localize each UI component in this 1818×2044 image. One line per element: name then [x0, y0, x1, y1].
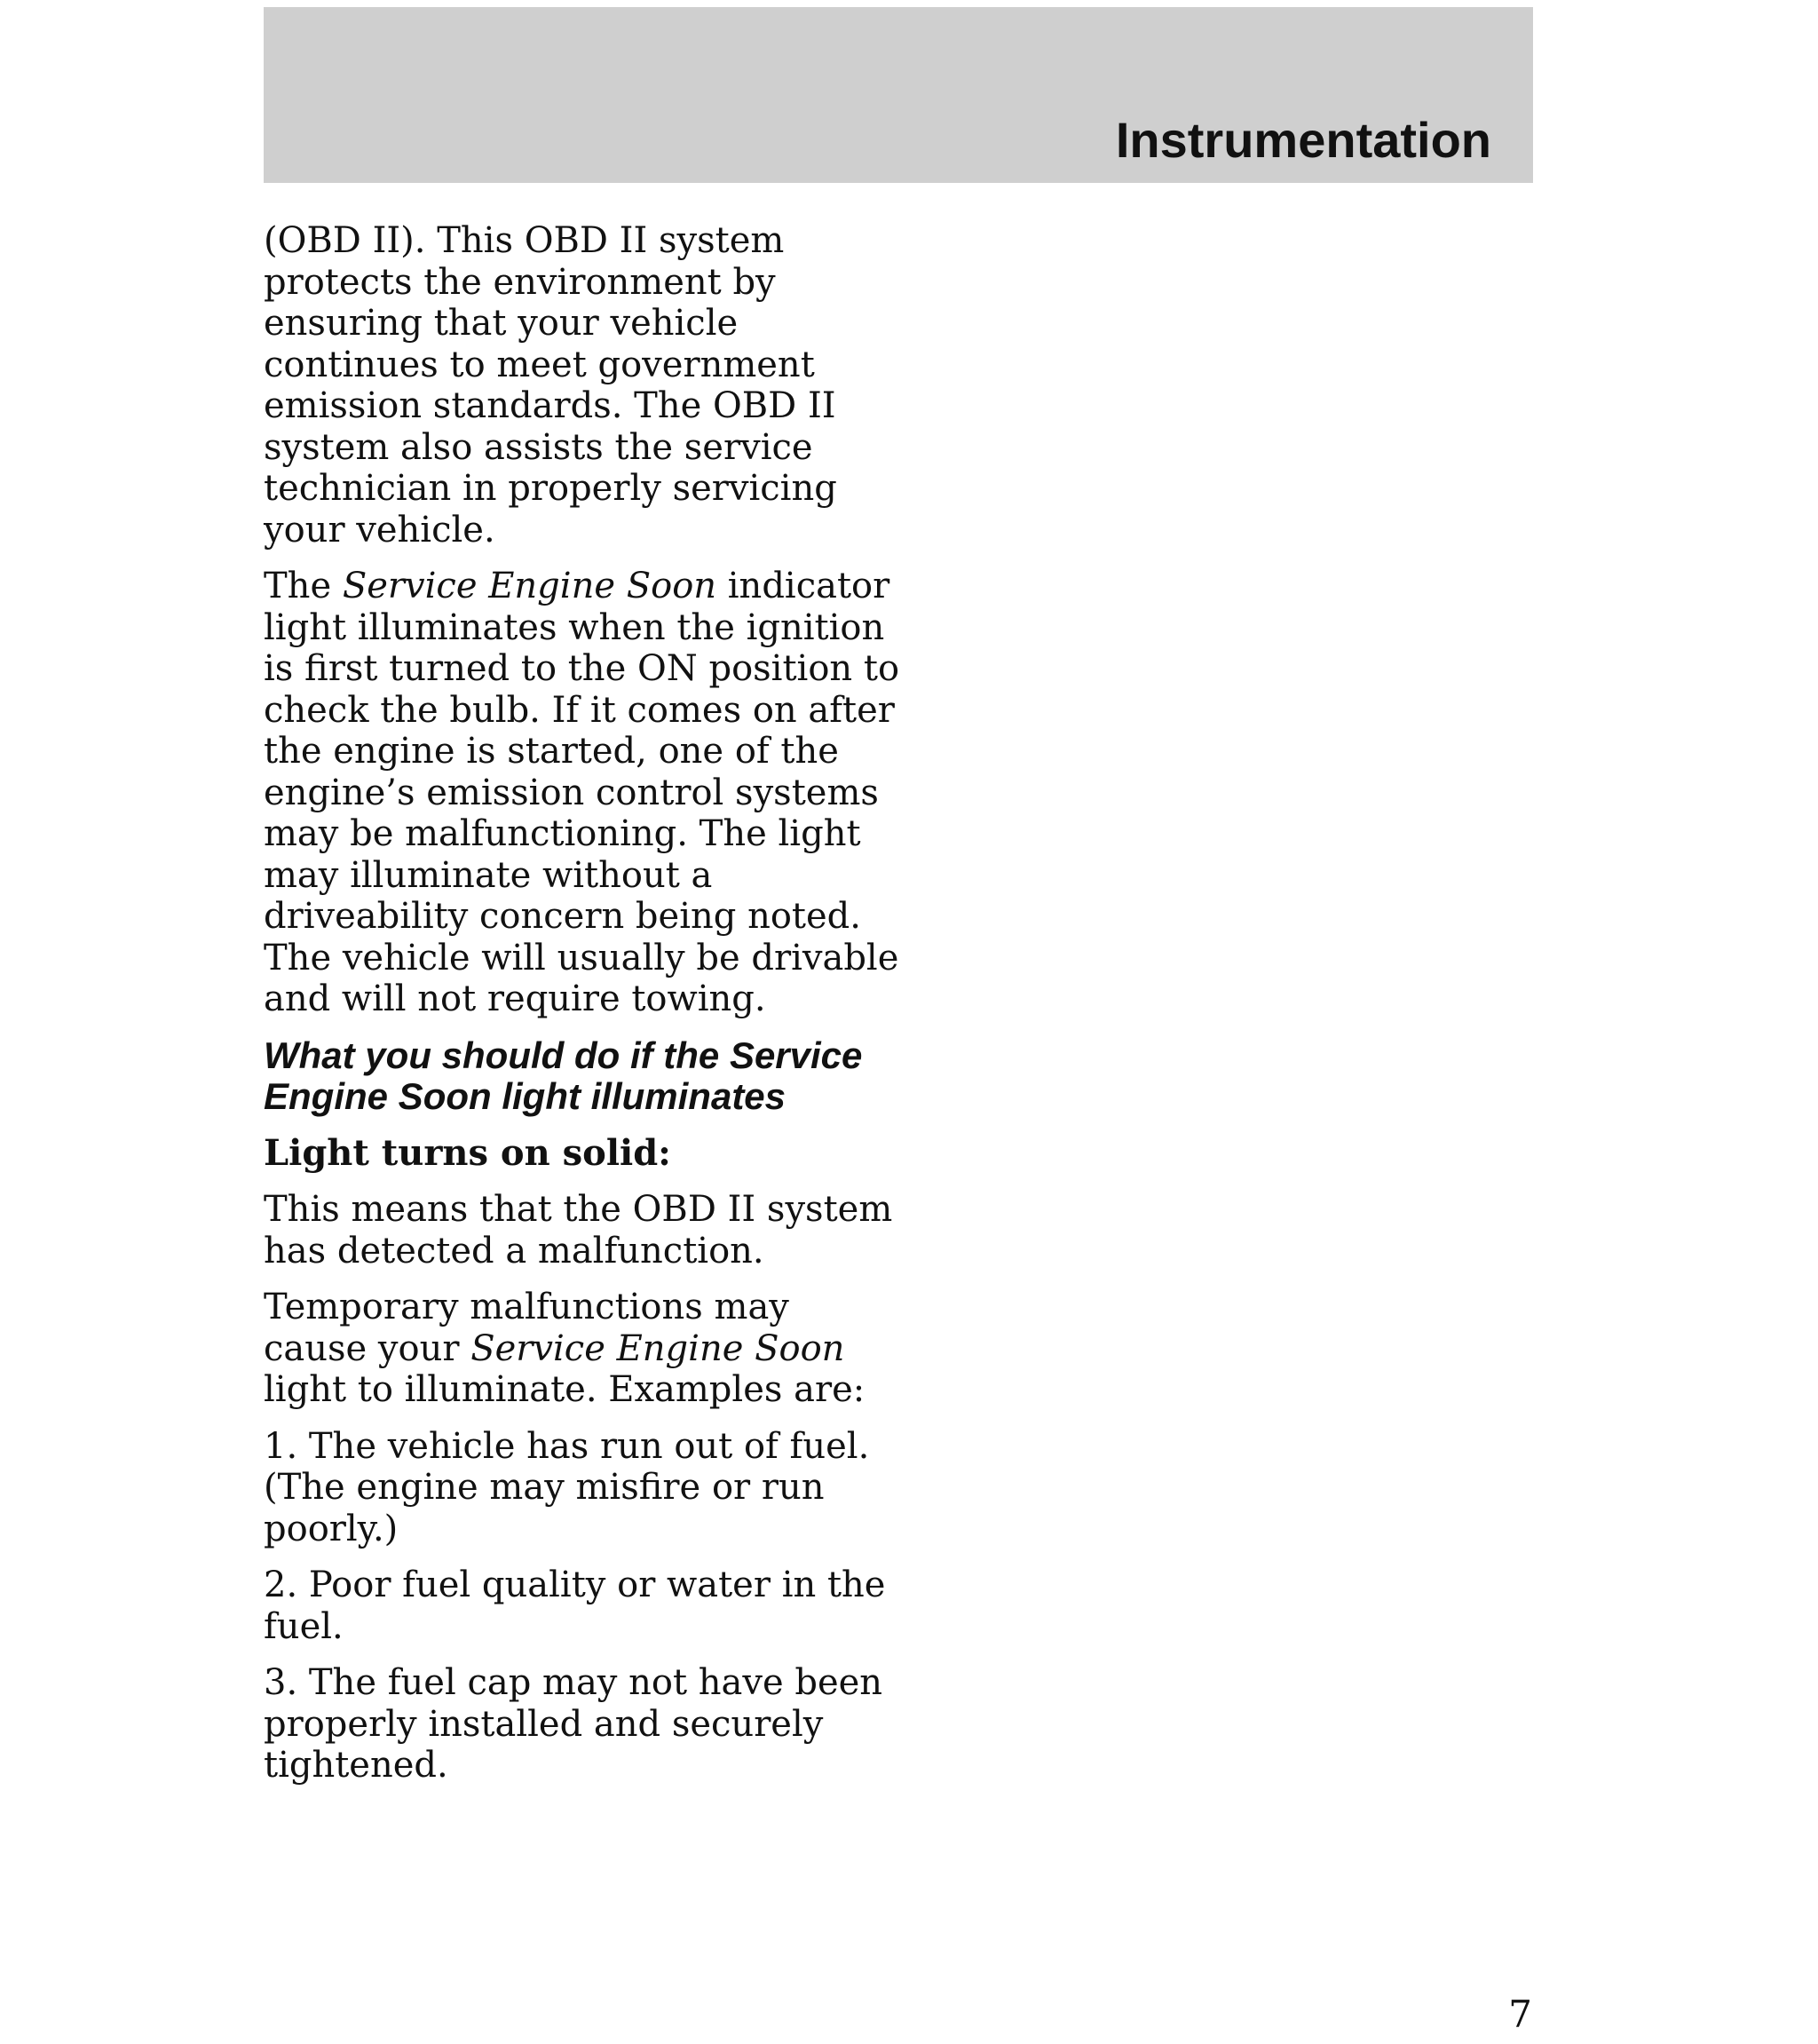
section-title: Instrumentation	[1115, 112, 1491, 168]
paragraph-indicator-prefix: The	[264, 566, 343, 606]
service-engine-soon-emphasis: Service Engine Soon	[342, 566, 717, 606]
label-light-turns-on-solid: Light turns on solid:	[264, 1131, 671, 1174]
list-item-poor-fuel-quality: 2. Poor fuel quality or water in the fuel.	[264, 1565, 886, 1647]
page-content	[264, 220, 903, 1802]
paragraph-temporary-malfunctions	[264, 1287, 903, 1411]
paragraph-indicator-light	[264, 566, 903, 1020]
service-engine-soon-emphasis: Service Engine Soon	[470, 1327, 845, 1369]
page-number: 7	[1508, 1993, 1532, 2036]
section-header-band	[264, 7, 1533, 183]
paragraph-malfunction-detected: This means that the OBD II system has detected a malfunction.	[264, 1189, 893, 1272]
paragraph-indicator-rest: indicator light illuminates when the ignition is first turned to the ON position to check the bulb. If it comes on after the engine is started, one of the engine’s emission control systems may be malfunctioning. The light may illuminate without a driveability concern being noted. The vehicle will usually be drivable and will not require towing.	[264, 566, 900, 1019]
paragraph-temporary-rest: light to illuminate. Examples are:	[264, 1369, 866, 1410]
paragraph-temporary-prefix: Temporary malfunctions may cause your	[264, 1287, 789, 1369]
paragraph-obd-intro: (OBD II). This OBD II system protects the environment by ensuring that your vehicle continues to meet government emission standards. The OBD II system also assists the service technician in properly servicing your vehicle.	[264, 220, 837, 551]
list-item-out-of-fuel: 1. The vehicle has run out of fuel. (The engine may misfire or run poorly.)	[264, 1425, 870, 1549]
list-item-fuel-cap: 3. The fuel cap may not have been properly installed and securely tightened.	[264, 1662, 883, 1786]
subheading-what-to-do: What you should do if the Service Engine Soon light illuminates	[264, 1034, 863, 1117]
